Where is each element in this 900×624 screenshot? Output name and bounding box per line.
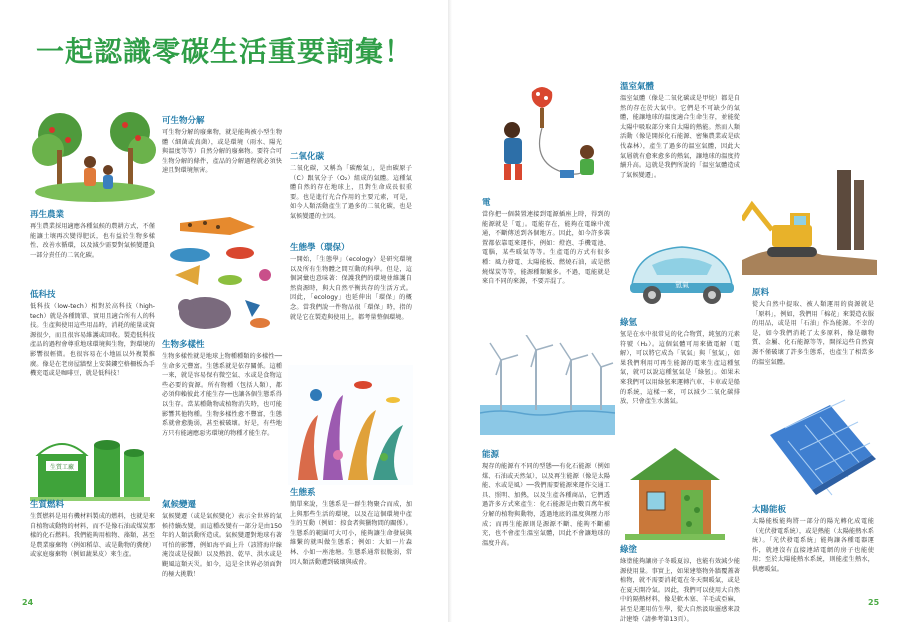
entry-body: 二氧化碳，又稱為「碳酸氣」，是由碳原子（C）跟氧分子（O₂）組成的氣體。這種氣體自然的存在地球上，且對生命成長很重要。也是進行光合作用的主要元素，可是，如今人類活動產生了過多的二氧化碳，也是氣候變遷的主因。 (290, 165, 412, 220)
entry-title: 生質燃料 (30, 500, 65, 510)
entry-body: 氣候變遷（或是氣候變化）表示全世界的氣候持續改變，而這種改變有一部分是由150年的人類活動所造成。氣候變遷對地球有著可怕的影響，例如海平面上升（該將海岸線淹沒或是侵蝕）以及熱浪、乾旱、洪水或是颶風這類天災。如今，這是全世界必須面對的極大挑戰！ (162, 513, 282, 578)
entry-body: 綠塗能夠讓房子冬暖夏涼，也能有效減少能源使用量。事實上，如果建築物外牆覆蓋著植物，就不需要消耗電在冬天開暖氣，或是在夏天開冷氣。因此，我們可以使用大自然中的隔熱材料，像是軟木塞、羊毛或亞麻，甚至是運用仿生學，從大自然汲取靈感來設計建築（請參考第13頁）。 (620, 558, 740, 623)
entry-title: 可生物分解 (162, 116, 205, 126)
entry-title: 生物多樣性 (162, 340, 205, 350)
entry-biofuel (30, 500, 155, 560)
entry-energy (482, 450, 610, 548)
entry-body: 從大自然中提取、被人類運用的資源就是「原料」，例如，我們用「棉花」來製造衣服的用品，或是用「石油」作為能源。不幸的是，如今我們消耗了太多原料，像是礦物質、金屬、化石能源等等，開採這些自然資源不僅破壞了許多生態系，也產生了相當多的溫室氣體。 (752, 301, 874, 366)
entry-title: 太陽能板 (752, 505, 787, 515)
book-gutter (448, 0, 452, 622)
entry-body: 低科技（low-tech）相對於高科技（high-tech）就是各種簡單、實用且適合所有人的科技。生產與使用這些用品時，消耗的能量或資源很少，而且很容易維護或回收。製造低科技產品的過程會尊重地球環境與生物，對環境的影響很輕微。也很容易在小地區以外複製推廣。像是在老房屋牆壁上安裝鏤空格柵板為手機充電或是咖啡豆，就是低科技！ (30, 303, 155, 378)
entry-green-building (620, 545, 740, 624)
entry-body: 再生農業採用適應各種氣候的農耕方式，不僅能讓土壤再次變得肥沃，也有益於生物多樣性、改善水循環，以及減少需要對氣候變遷負一部分責任的二氧化碳。 (30, 223, 155, 259)
entry-raw-material (752, 288, 874, 367)
entry-body: 生物多樣性就是地球上物種種類的多樣性──生命多元豐富。生態系就是依存關係。這種一來，就是容易保有微空氣、水或是食物這些必要的資源。所有物種（包括人類），都必須仰賴彼此才能生存──也讓各個生態系得以生存。當某種動物或植物消失時，也可能影響其他物種。生物多樣性愈不豐富，生態系就會愈脆弱，甚至被破壞。好是，有些地方只有能適應惡劣環境的物種才能生存。 (162, 353, 282, 437)
wind-turbines-illustration (480, 335, 615, 435)
entry-title: 氣候變遷 (162, 500, 197, 510)
entry-body: 溫室氣體（像是二氧化碳或是甲烷）都是自然的存在於大氣中。它們是不可缺少的氣體，能讓地球的溫度適合生命生存，並能從太陽中吸取部分來自太陽的熱能。然而人類活動（像是開採化石能源、密集農業或是砍伐森林），產生了過多的溫室氣體，因此大氣層就有愈來愈多的熱氣，讓地球的溫度持續升高。這就是我們所說的「溫室氣體造成了氣候變遷」。 (620, 95, 740, 179)
entry-biodegradable (162, 116, 282, 176)
entry-low-tech (30, 290, 155, 379)
entry-body: 太陽能板能夠將一部分的陽光轉化成電能（光伏發電系統），或是熱能（太陽能熱水系統）。「光伏發電系統」能夠讓各種電器運作，就連沒有直接連結電網的房子也能使用；至於太陽能熱水系統，則能產生熱水，供應暖氣。 (752, 518, 874, 573)
coral-reef-illustration (288, 365, 413, 485)
excavator-illustration (742, 165, 877, 275)
entry-body: 可生物分解的廢棄物，就是能夠被小型生物體（細菌或真菌），或是環境（雨水、陽光與溫度等等）自然分解的廢棄物。要符合可生物分解的條件，產品的分解過程就必須快速且對環境無害。 (162, 129, 282, 175)
entry-title: 二氧化碳 (290, 152, 325, 162)
entry-title: 能源 (482, 450, 500, 460)
entry-title: 綠氫 (620, 318, 638, 328)
entry-title: 溫室氣體 (620, 82, 655, 92)
animals-illustration (160, 205, 280, 335)
entry-ecosystem (290, 488, 412, 567)
entry-body: 當你把一個裝置連接到電源插座上時，得到的能源就是「電」。電能存在，能夠在電線中流通，不斷傳送到各個地方。因此，如今許多裝置都依靠電來運作，例如：燈泡、手機電池、電腦，某些暖氣等等。生產電的方式有很多種：風力發電、太陽能板、燃燒石油，或是燃燒煤炭等等，能源種類繁多。不過，電能就是來自不同的來源，不要弄混了。 (482, 211, 610, 286)
page-title: 一起認識零碳生活重要詞彙！ (36, 35, 414, 68)
car-badge-label: 氫氣 (675, 281, 689, 289)
entry-title: 電 (482, 198, 491, 208)
entry-biodiversity (162, 340, 282, 438)
entry-body: 一開始，「生態學」（ecology）是研究環境以及所有生物體之間互動的科學。但是，這個詞彙也意味著：保護我們的環境並維護自然資源時，與大自然平衡共存的生活方式。因此，「ecology」也延伸出「環保」的概念。當我們說一件物品很「環保」時，指的就是它在製造與使用上，都考量整個環境。 (290, 256, 412, 321)
biogas-plant-illustration (30, 425, 150, 505)
entry-title: 生態系 (290, 488, 316, 498)
entry-title: 生態學（環保） (290, 243, 350, 253)
entry-title: 再生農業 (30, 210, 65, 220)
barn-sign-label: 生質工廠 (49, 464, 75, 471)
entry-body: 氫是在水中很常見的化合物質，純氫的元素符號（H₂）。這個氣體可用來做電解（電解），可以將它成為「氧氣」與「氫氣」，如果我們利用可再生能源的電來生產這種氫氣，就可以說這種氫氣是「綠氫」。如果未來我們可以用綠氫來運轉汽車、卡車或是船的系統，這樣一來，可以減少二氧化碳排放，只會產生水蒸氣。 (620, 331, 740, 406)
entry-body: 簡單來說，生態系是一群生物聚合而成，加上與那些生活的環境，以及在這個環境中產生的互動（例如：掠食者與獵物間的關係）。生態系的範圍可大可小，能夠讓生命發展與維繫的就叫做生態系；例如：大如一片森林、小如一座池塘。生態系通常很脆弱，常因人類活動遭到破壞與威脅。 (290, 501, 412, 566)
entry-solar-panel (752, 505, 874, 575)
entry-title: 原料 (752, 288, 770, 298)
entry-green-hydrogen (620, 318, 740, 407)
hydrogen-car-illustration (622, 235, 742, 315)
electricity-kids-illustration (482, 82, 612, 187)
entry-regenerative-agriculture (30, 210, 155, 260)
entry-title: 綠塗 (620, 545, 638, 555)
entry-body: 生質燃料是用有機材料製成的燃料，也就是來自植物或動物的材料，而不是像石油或煤炭那樣的化石燃料。我們能夠用植物、藻類，甚至是農業廢棄物（例如稻草、或是動物的糞便）或家庭廢棄物（例如蔬果皮）來生產。 (30, 513, 155, 559)
entry-ecology (290, 243, 412, 322)
entry-climate-change (162, 500, 282, 579)
page-number-left: 24 (22, 598, 34, 607)
farm-illustration (30, 110, 160, 205)
solar-panel-illustration (760, 395, 880, 500)
page-number-right: 25 (868, 598, 880, 607)
entry-body: 現存的能源有不同的型態──有化石能源（例如煤、石油或天然氣），以及再生能源（像是太陽能、水或是風）──我們需要能源來運作交通工具、照明、加熱，以及生產各種商品，它們透過許多方式來產生：化石能源是由數百萬年被分解的植物與動物，透過地底的溫度與壓力形成；而再生能源則是源源不斷、能夠不斷補充，也不會產生溫室氣體，因此不會讓地球的溫度升高。 (482, 463, 610, 547)
entry-greenhouse-gas (620, 82, 740, 180)
entry-title: 低科技 (30, 290, 56, 300)
green-house-illustration (625, 440, 725, 540)
entry-electricity (482, 198, 610, 287)
entry-carbon-dioxide (290, 152, 412, 222)
